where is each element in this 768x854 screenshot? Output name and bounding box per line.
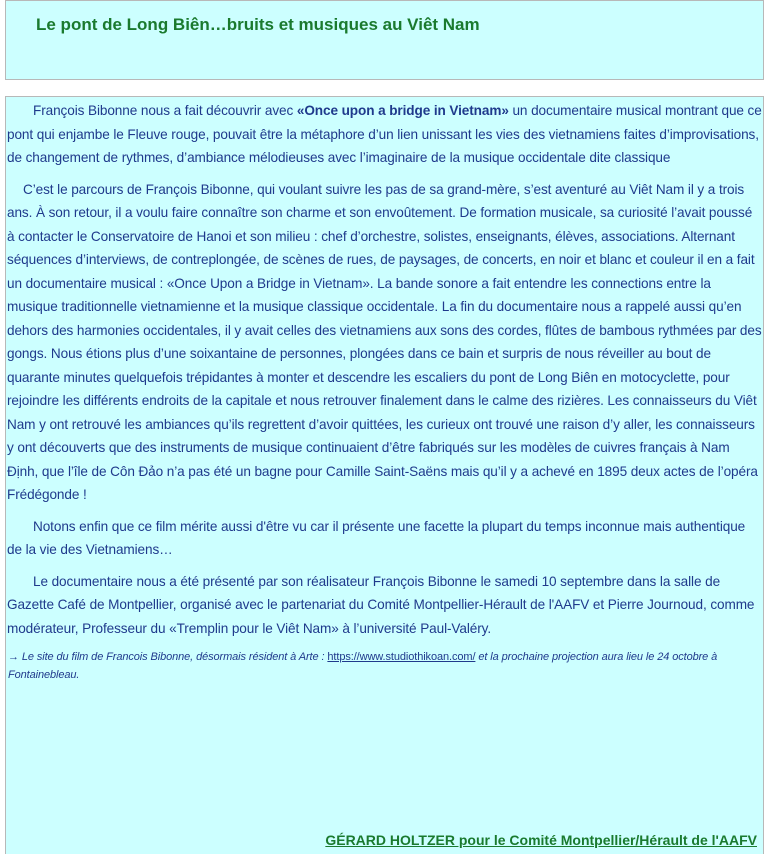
paragraph-intro-rest: un documentaire musical montrant que ce pont qui enjambe le Fleuve rouge, pouvait être la métaphore d’un lien unissant les vies des vietnamiens faites d’improvisations, de changement de rythmes, d’ambiance mélodieuses avec l’imaginaire de la musique occidentale dite classique [7, 103, 762, 165]
paragraph-intro-lead: François Bibonne nous a fait découvrir avec [33, 103, 297, 118]
title-box [5, 0, 764, 80]
article-box [5, 96, 764, 854]
footnote-lead: → Le site du film de Francois Bibonne, désormais résident à Arte : [8, 651, 328, 663]
footnote [7, 648, 763, 684]
footnote-rest: et la prochaine projection aura lieu le 24 octobre à Fontainebleau. [8, 651, 718, 681]
paragraph-presentation: Le documentaire nous a été présenté par son réalisateur François Bibonne le samedi 10 septembre dans la salle de Gazette Café de Montpellier, organisé avec le partenariat du Comité Montpellier-Hérault de l'AAFV et Pierre Journoud, comme modérateur, Professeur du «Tremplin pour le Viêt Nam» à l’université Paul-Valéry. [7, 573, 755, 636]
article-content [6, 97, 763, 684]
paragraph-journey: C’est le parcours de François Bibonne, qui voulant suivre les pas de sa grand-mère, s’est aventuré au Viêt Nam il y a trois ans. À son retour, il a voulu faire connaître son charme et son envoûtement. De formation musicale, sa curiosité l’avait poussé à contacter le Conservatoire de Hanoi et son milieu : chef d’orchestre, solistes, enseignants, élèves, associations. Alternant séquences d’interviews, de contreplongée, de scènes de rues, de paysages, de concerts, en noir et blanc et couleur il en a fait un documentaire musical : «Once Upon a Bridge in Vietnam». La bande sonore a fait entendre les connections entre la musique traditionnelle vietnamienne et la musique classique occidentale. La fin du documentaire nous a rappelé aussi qu’en dehors des harmonies occidentales, il y avait celles des vietnamiens aux sons des cordes, flûtes de bambous rythmées par des gongs. Nous étions plus d’une soixantaine de personnes, plongées dans ce bain et surpris de nous réveiller au bout de quarante minutes quelquefois trépidantes à monter et descendre les escaliers du pont de Long Biên en motocyclette, pour rejoindre les différents endroits de la capitale et nous retrouver finalement dans le calme des rizières. Les connaisseurs du Viêt Nam y ont retrouvé les ambiances qu’ils regrettent d’avoir quittées, les curieux ont trouvé une raison d’y aller, les connaisseurs y ont découverts que des instruments de musique continuaient d’être fabriqués sur les modèles de cuivres français à Nam Định, que l’île de Côn Đảo n’a pas été un bagne pour Camille Saint-Saëns mais qu’il y a achevé en 1895 deux actes de l’opéra Frédégonde ! [7, 181, 762, 502]
page-title: Le pont de Long Biên…bruits et musiques au Viêt Nam [36, 15, 480, 34]
signature: GÉRARD HOLTZER pour le Comité Montpellier/Hérault de l'AAFV [325, 832, 757, 848]
paragraph-conclusion: Notons enfin que ce film mérite aussi d'être vu car il présente une facette la plupart du temps inconnue mais authentique de la vie des Vietnamiens… [7, 518, 746, 557]
paragraph-intro [7, 99, 763, 170]
film-title: «Once upon a bridge in Vietnam» [296, 103, 509, 118]
film-site-link[interactable]: https://www.studiothikoan.com/ [327, 651, 476, 663]
